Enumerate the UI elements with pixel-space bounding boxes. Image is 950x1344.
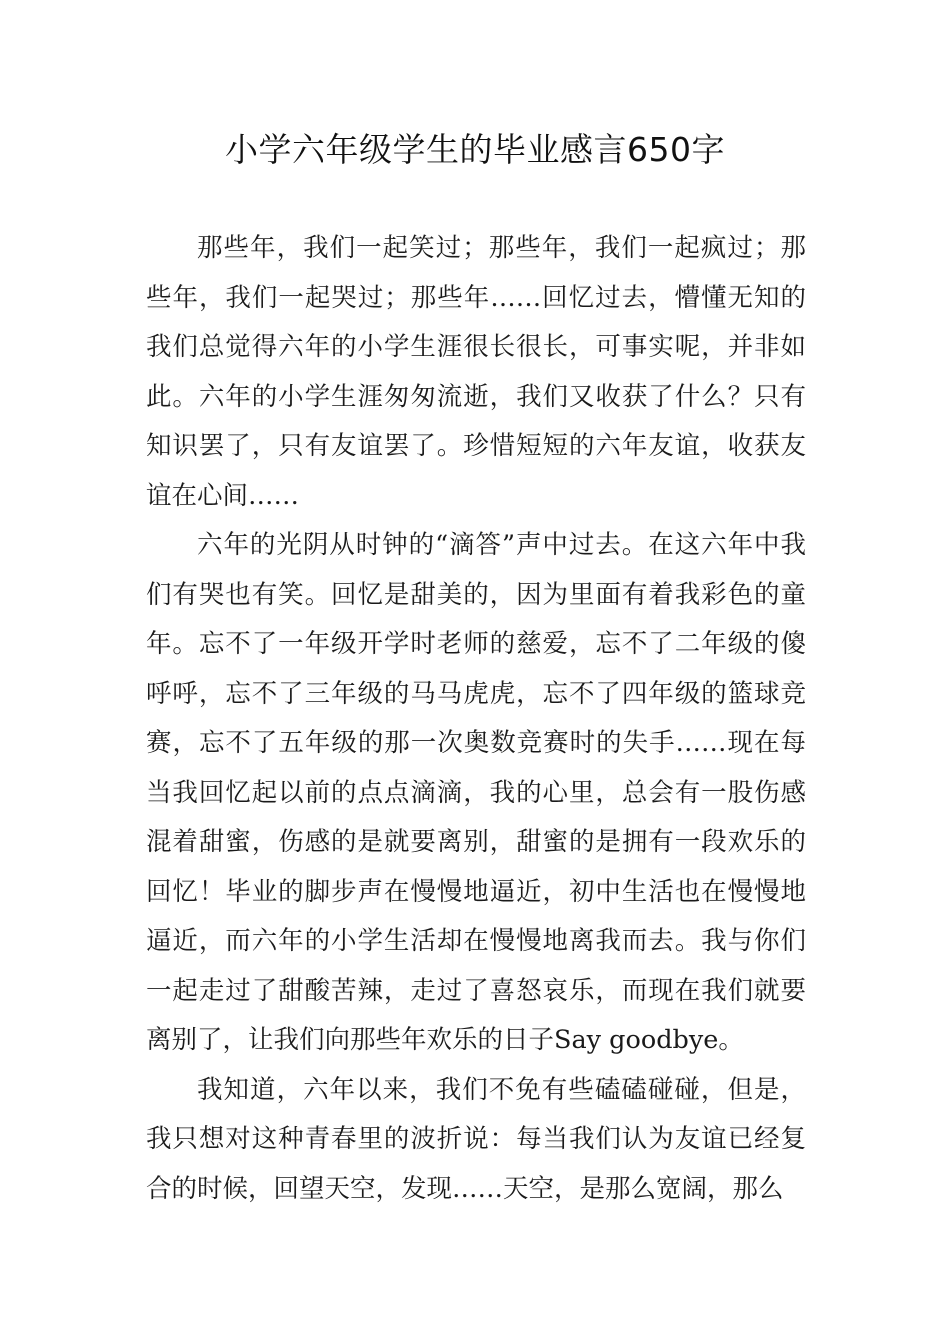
paragraph-2: 六年的光阴从时钟的“滴答”声中过去。在这六年中我们有哭也有笑。回忆是甜美的，因为里面有着我彩色的童年。忘不了一年级开学时老师的慈爱，忘不了二年级的傻呼呼，忘不了三年级的马马虎虎，忘不了四年级的篮球竞赛，忘不了五年级的那一次奥数竞赛时的失手……现在每当我回忆起以前的点点滴滴，我的心里，总会有一股伤感混着甜蜜，伤感的是就要离别，甜蜜的是拥有一段欢乐的回忆！毕业的脚步声在慢慢地逼近，初中生活也在慢慢地逼近，而六年的小学生活却在慢慢地离我而去。我与你们一起走过了甜酸苦辣，走过了喜怒哀乐，而现在我们就要离别了，让我们向那些年欢乐的日子Say goodbye。: [146, 530, 806, 1055]
paragraph-3: 我知道，六年以来，我们不免有些磕磕碰碰，但是，我只想对这种青春里的波折说：每当我们认为友谊已经复合的时候，回望天空，发现……天空，是那么宽阔，那么: [146, 1074, 806, 1204]
document-title: 小学六年级学生的毕业感言650字: [225, 130, 725, 169]
document-body: [146, 224, 806, 1214]
paragraph-1: 那些年，我们一起笑过；那些年，我们一起疯过；那些年，我们一起哭过；那些年……回忆过去，懵懂无知的我们总觉得六年的小学生涯很长很长，可事实呢，并非如此。六年的小学生涯匆匆流逝，我们又收获了什么？只有知识罢了，只有友谊罢了。珍惜短短的六年友谊，收获友谊在心间……: [146, 233, 806, 511]
